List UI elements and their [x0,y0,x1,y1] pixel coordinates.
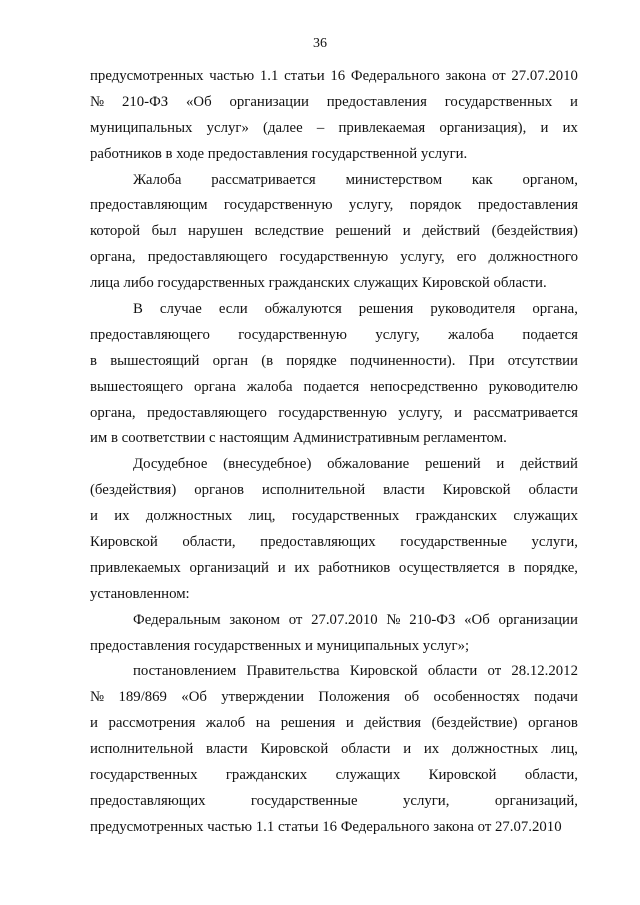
word: государственную [223,197,333,214]
word: их [114,508,130,525]
word: Федерального [350,68,440,84]
word: предоставления [477,197,578,214]
word: органов [528,715,578,732]
text-line: предоставления государственных и муниципальных услуг»; [90,637,470,654]
word: порядке [286,352,337,369]
word: услугу, [375,326,420,343]
word: предоставляющих [90,792,206,809]
word: вследствие [254,223,324,240]
word: государственную [279,249,389,266]
word: утверждении [221,689,305,706]
word: государственные [400,534,507,551]
word: рассмотрения [108,715,196,732]
word: – [316,119,325,136]
text-line [90,685,578,711]
text-line [90,323,578,349]
word: услуги, [402,792,450,809]
word: № [90,689,105,706]
word: и [570,93,578,110]
word: если [218,301,248,318]
text-line [90,478,578,504]
word: их [562,119,578,136]
word: услугу, [400,249,445,266]
word: подается [522,326,578,343]
word: (в [261,352,274,369]
word: вышестоящий [110,352,200,369]
word: (внесудебное) [223,456,312,473]
word: частью [209,68,255,84]
word: органа, [532,301,578,318]
word: предусмотренных [90,68,204,84]
word: органа [194,378,236,395]
paragraph [90,608,578,660]
text-line [90,608,578,634]
word: об [404,689,420,706]
word: орган [212,352,248,369]
word: услугу, [348,197,394,214]
word: (бездействие) [431,715,518,732]
word: муниципальных [90,119,193,136]
word: Досудебное [133,456,208,473]
word: руководителя [430,301,516,318]
word: области [341,741,391,758]
word: организация), [439,119,527,136]
word: организаций, [494,792,578,809]
text-line [90,452,578,478]
text-line [90,349,578,375]
word: 27.07.2010 [511,68,578,84]
document-body [90,64,578,841]
text-line [90,737,578,763]
text-line [90,556,578,582]
word: должностных [145,508,233,525]
text-line: установленном: [90,585,190,602]
word: государственную [238,326,347,343]
word: решения [280,715,336,732]
text-line [90,168,578,194]
word: работников [318,559,391,576]
text-line [90,401,578,427]
text-line [90,530,578,556]
text-line [90,789,578,815]
word: организации [498,611,578,628]
word: порядок [409,197,462,214]
word: органов [194,482,244,499]
word: решений [424,456,481,473]
page-number: 36 [313,36,327,51]
word: Правительства [246,663,340,680]
word: на [255,715,271,732]
word: № [386,611,401,628]
word: 16 [330,68,346,84]
word: жалоба [246,378,293,395]
word: (бездействия) [491,223,578,240]
word: привлекаемых [90,559,181,576]
word: обжалуются [264,301,342,318]
word: государственные [250,792,358,809]
text-line [90,245,578,271]
word: Жалоба [133,171,182,188]
word: 189/869 [118,689,167,706]
word: и [454,404,463,421]
word: Кировской [428,767,497,784]
word: предоставления [326,93,427,110]
word: органа, [90,249,136,266]
word: гражданских [225,767,308,784]
word: решения [358,301,414,318]
word: 1.1 [259,68,279,84]
word: государственную [278,404,387,421]
word: непосредственно [370,378,478,395]
word: рассматривается [473,404,578,421]
word: статьи [284,68,325,84]
paragraph [90,64,578,168]
word: постановлением [133,663,237,680]
word: его [456,249,477,266]
word: особенностях [433,689,520,706]
word: Положения [318,689,390,706]
word: решений [335,223,392,240]
text-line [90,193,578,219]
text-line [90,297,578,323]
word: и [402,223,411,240]
word: отсутствии [507,352,578,369]
word: органа, [90,404,136,421]
paragraph [90,297,578,452]
word: области, [182,534,236,551]
word: 27.07.2010 [311,611,378,628]
word: случае [159,301,202,318]
word: и [496,456,505,473]
word: власти [205,741,248,758]
word: исполнительной [261,482,366,499]
word: предоставляющих [260,534,376,551]
word: от [491,68,506,84]
word: жалоб [205,715,246,732]
word: Кировской [349,663,418,680]
word: подается [303,378,360,395]
word: в [508,559,516,576]
word: услуг» [206,119,249,136]
paragraph [90,168,578,297]
word: Кировской [442,482,511,499]
word: (бездействия) [90,482,177,499]
word: области [528,482,578,499]
word: гражданских [415,508,497,525]
word: «Об [181,689,207,706]
word: Кировской [260,741,329,758]
word: закона [445,68,487,84]
word: 210-ФЗ [121,93,169,110]
word: государственных [90,767,198,784]
word: государственных [291,508,400,525]
paragraph [90,659,578,840]
word: должностного [488,249,578,266]
word: власти [383,482,425,499]
word: рассматривается [211,171,316,188]
text-line: лица либо государственных гражданских служащих Кировской области. [90,275,547,292]
word: 28.12.2012 [511,663,578,680]
text-line [90,90,578,116]
word: и [277,559,286,576]
word: предоставляющего [147,249,268,266]
text-line [90,763,578,789]
word: услугу, [398,404,443,421]
word: лиц, [248,508,276,525]
word: лиц, [551,741,578,758]
word: подчиненности). [349,352,456,369]
word: которой [90,223,141,240]
word: министерством [345,171,443,188]
word: служащих [335,767,401,784]
word: организаций [189,559,269,576]
word: был [151,223,177,240]
word: нарушен [188,223,244,240]
word: предоставляющего [147,404,267,421]
word: руководителю [488,378,578,395]
word: области, [524,767,578,784]
word: органом, [522,171,578,188]
word: В [133,301,143,318]
word: предоставляющего [90,326,210,343]
word: от [487,663,502,680]
word: действий [520,456,578,473]
word: государственных [444,93,553,110]
word: жалоба [448,326,494,343]
word: их [423,741,440,758]
word: и [540,119,549,136]
word: обжалование [327,456,410,473]
word: 210-ФЗ [409,611,456,628]
text-line [90,504,578,530]
text-line [90,375,578,401]
text-line [90,659,578,685]
word: порядке, [523,559,578,576]
word: (далее [263,119,303,136]
word: Кировской [90,534,158,551]
word: «Об [186,93,212,110]
word: действий [422,223,481,240]
word: № [90,93,105,110]
word: и [90,715,98,732]
word: законом [229,611,280,628]
paragraph [90,452,578,607]
word: осуществляется [398,559,500,576]
word: организации [229,93,309,110]
text-line [90,64,578,90]
word: «Об [464,611,490,628]
word: и [345,715,354,732]
word: служащих [513,508,578,525]
text-line: им в соответствии с настоящим Административным регламентом. [90,430,507,447]
word: исполнительной [90,741,194,758]
text-line [90,219,578,245]
word: вышестоящего [90,378,184,395]
word: При [468,352,495,369]
word: как [471,171,493,188]
word: действия [364,715,422,732]
text-line [90,116,578,142]
word: области [427,663,478,680]
word: и [90,508,98,525]
word: должностных [451,741,539,758]
text-line [90,711,578,737]
word: привлекаемая [338,119,426,136]
word: Федеральным [133,611,221,628]
text-line: работников в ходе предоставления государственной услуги. [90,145,468,162]
word: и [403,741,412,758]
word: в [90,352,97,369]
word: их [294,559,310,576]
text-line: предусмотренных частью 1.1 статьи 16 Федерального закона от 27.07.2010 [90,818,562,835]
word: услуги, [531,534,578,551]
word: от [288,611,303,628]
word: подачи [534,689,578,706]
word: предоставляющим [90,197,208,214]
